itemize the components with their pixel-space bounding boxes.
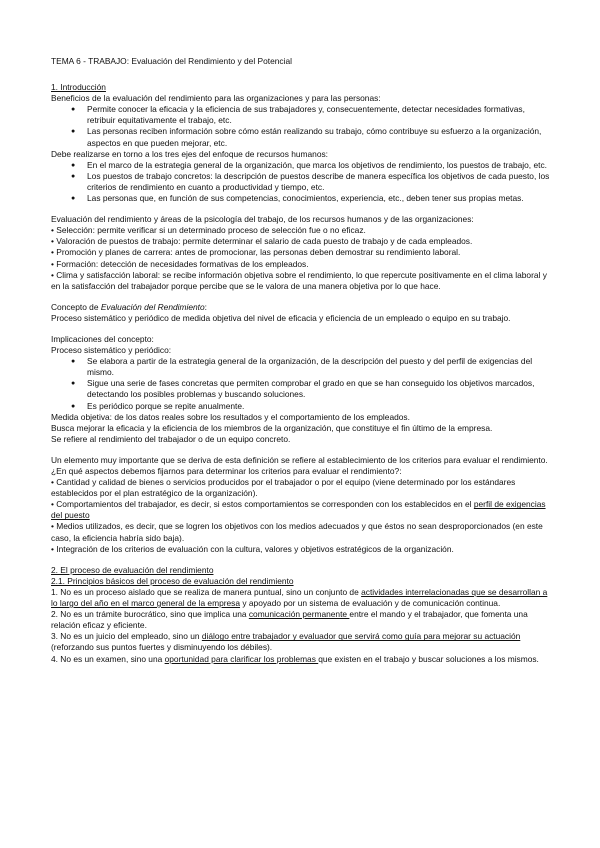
criteria-item: • Integración de los criterios de evaluación con la cultura, valores y objetivos estratégicos de la organización.	[51, 543, 454, 554]
area-item: • Valoración de puestos de trabajo: permite determinar el salario de cada puesto de trabajo y de cada empleados.	[51, 236, 473, 247]
section-1-heading: 1. Introducción	[51, 82, 106, 93]
principle-item: 4. No es un examen, sino una oportunidad para clarificar los problemas que existen en el trabajo y buscar soluciones a los mismos.	[51, 653, 539, 664]
criteria-item: • Medios utilizados, es decir, que se logren los objetivos con los medios adecuados y que éstos no sean desproporcionados (en este caso, la eficiencia habría sido baja).	[51, 521, 543, 543]
principle-item: 2. No es un trámite burocrático, sino que implica una comunicación permanente entre el mando y el trabajador, que fomenta una relación eficaz y eficiente.	[51, 609, 528, 631]
section-2-1-heading: 2.1. Principios básicos del proceso de evaluación del rendimiento	[51, 575, 294, 586]
areas-intro: Evaluación del rendimiento y áreas de la psicología del trabajo, de los recursos humanos y de las organizaciones:	[51, 214, 474, 225]
implication-line: Medida objetiva: de los datos reales sobre los resultados y el comportamiento de los empleados.	[51, 411, 410, 422]
benefits-list	[51, 104, 551, 148]
principle-item: 3. No es un juicio del empleado, sino un diálogo entre trabajador y evaluador que servirá como guía para mejorar su actuación (reforzando sus puntos fuertes y disminuyendo los débiles).	[51, 631, 521, 653]
concept-heading: Concepto de Evaluación del Rendimiento:	[51, 301, 207, 312]
area-item: • Promoción y planes de carrera: antes de promocionar, las personas deben demostrar su rendimiento laboral.	[51, 247, 461, 258]
concept-definition: Proceso sistemático y periódico de medida objetiva del nivel de eficacia y eficiencia de un empleado o equipo en su trabajo.	[51, 312, 511, 323]
area-item: • Clima y satisfacción laboral: se recibe información objetiva sobre el rendimiento, lo que repercute positivamente en el clima laboral y en la satisfacción del trabajador porque percibe que se le valora de una manera objetiva por lo que hace.	[51, 269, 547, 291]
list-item: ● En el marco de la estrategia general de la organización, que marca los objetivos de rendimiento, los puestos de trabajo, etc.	[87, 160, 551, 171]
implication-line: Se refiere al rendimiento del trabajador o de un equipo concreto.	[51, 433, 291, 444]
list-item: ● Las personas reciben información sobre cómo están realizando su trabajo, cómo contribuye su esfuerzo a la organización, aspectos en que pueden mejorar, etc.	[87, 126, 551, 148]
list-item: ● Las personas que, en función de sus competencias, conocimientos, experiencia, etc., deben tener sus propias metas.	[87, 193, 551, 204]
list-item: ● Sigue una serie de fases concretas que permiten comprobar el grado en que se han conseguido los objetivos marcados, detectando los posibles problemas y buscando soluciones.	[87, 378, 551, 400]
area-item: • Formación: detección de necesidades formativas de los empleados.	[51, 258, 309, 269]
criteria-item: • Comportamientos del trabajador, es decir, si estos comportamientos se corresponden con los establecidos en el perfil de exigencias del puesto	[51, 499, 546, 521]
implications-subtitle: Proceso sistemático y periódico:	[51, 345, 172, 356]
axes-intro: Debe realizarse en torno a los tres ejes del enfoque de recursos humanos:	[51, 148, 329, 159]
area-item: • Selección: permite verificar si un determinado proceso de selección fue o no eficaz.	[51, 225, 366, 236]
implications-title: Implicaciones del concepto:	[51, 333, 154, 344]
document-title: TEMA 6 - TRABAJO: Evaluación del Rendimiento y del Potencial	[51, 56, 292, 66]
document-page	[51, 56, 551, 665]
axes-list	[51, 160, 551, 204]
criteria-intro: Un elemento muy importante que se deriva de esta definición se refiere al establecimiento de los criterios para evaluar el rendimiento. ¿En qué aspectos debemos fijarnos para determinar los criterios para evaluar el rendimiento?:	[51, 454, 548, 476]
list-item: ● Se elabora a partir de la estrategia general de la organización, de la descripción del puesto y del perfil de exigencias del mismo.	[87, 356, 551, 378]
principle-item: 1. No es un proceso aislado que se realiza de manera puntual, sino un conjunto de actividades interrelacionadas que se desarrollan a lo largo del año en el marco general de la empresa y apoyado por un sistema de evaluación y de comunicación continua.	[51, 586, 548, 609]
implication-line: Busca mejorar la eficacia y la eficiencia de los miembros de la organización, que constituye el fin último de la empresa.	[51, 422, 493, 433]
list-item: ● Los puestos de trabajo concretos: la descripción de puestos describe de manera específica los objetivos de cada puesto, los criterios de rendimiento en cuanto a productividad y tiempo, etc.	[87, 171, 551, 193]
implications-list	[51, 356, 551, 411]
list-item: ● Permite conocer la eficacia y la eficiencia de sus trabajadores y, consecuentemente, detectar necesidades formativas, retribuir equitativamente el trabajo, etc.	[87, 104, 551, 126]
benefits-intro: Beneficios de la evaluación del rendimiento para las organizaciones y para las personas:	[51, 93, 381, 104]
section-2-heading: 2. El proceso de evaluación del rendimiento	[51, 564, 214, 575]
criteria-item: • Cantidad y calidad de bienes o servicios producidos por el trabajador o por el equipo (viene determinado por los estándares establecidos por el plan estratégico de la organización).	[51, 477, 516, 499]
list-item: ● Es periódico porque se repite anualmente.	[87, 401, 551, 412]
